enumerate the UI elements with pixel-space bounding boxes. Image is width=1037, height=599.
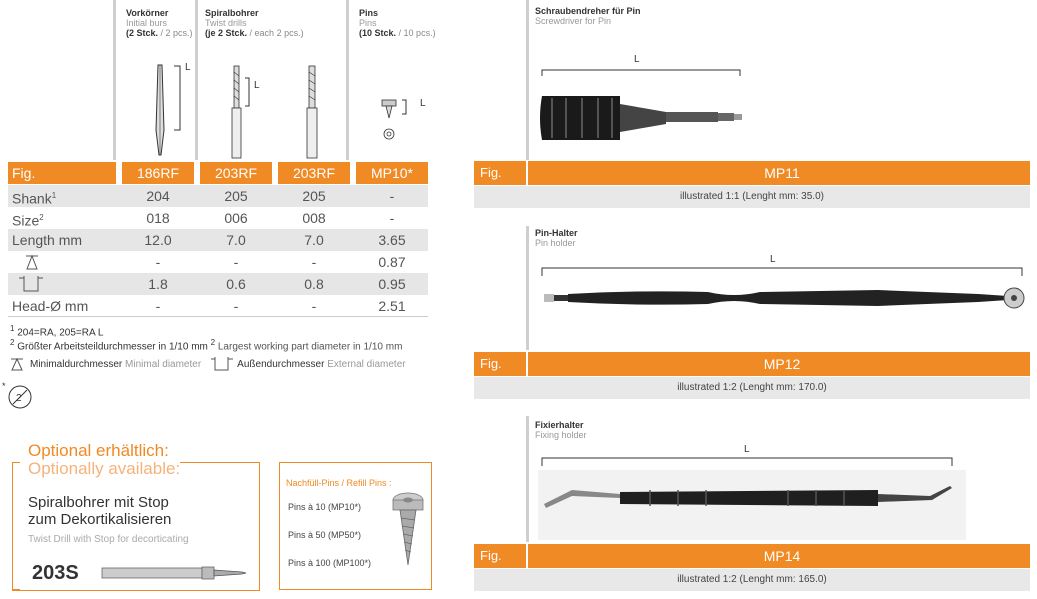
table-cell: - [389,210,395,226]
ext-diameter-icon [209,356,235,372]
dim-label: L [254,80,260,91]
mp14-header: Fixierhalter Fixing holder [535,420,587,440]
optional-product-name: Spiralbohrer mit Stop zum Dekortikalisieren [28,494,172,528]
col4-header [359,8,439,38]
product-code: MP14 [763,548,801,564]
optional-product-code: 203S [32,562,79,584]
table-cell: 0.8 [304,276,324,292]
mp12-header: Pin-Halter Pin holder [535,228,578,248]
fig-label: Fig. [480,356,502,371]
svg-text:L: L [770,254,776,265]
table-cell: 1.8 [148,276,168,292]
min-diameter-icon [8,356,26,372]
col1-header [126,8,196,38]
table-header-row [8,162,428,184]
table-cell: - [155,298,161,314]
col4-title-de: Pins [359,8,379,18]
drill-203rf-008-illustration [300,62,330,162]
screwdriver-mp11-illustration [538,52,748,152]
col4-title-en: Pins [359,18,377,28]
table-cell: - [233,254,239,270]
drill-203s-illustration [100,562,250,584]
mp14-bar [474,544,1030,568]
table-cell: 7.0 [304,232,324,248]
footnote-1: $^1$ 204=RA, 205=RA L [10,324,104,339]
table-cell: 205 [224,188,248,204]
separator [526,0,529,160]
mp11-header: Schraubendreher für Pin Screwdriver for Pin [535,6,641,26]
dim-label: L [420,98,426,109]
table-cell: 0.6 [226,276,246,292]
col1-pcs: (2 Stck. / 2 pcs.) [126,28,193,38]
refill-title: Nachfüll-Pins / Refill Pins : [286,478,392,488]
min-diameter-icon [8,251,116,273]
row-label: Size$^2$ [12,212,44,229]
col2-title-en: Twist drills [205,18,247,28]
table-row [8,207,428,229]
row-label: Length mm [12,232,83,248]
svg-text:2: 2 [16,393,22,404]
mp11-note: illustrated 1:1 (Lenght mm: 35.0) [474,186,1030,208]
table-cell: 0.87 [378,254,406,270]
drill-203rf-006-illustration [225,62,265,162]
pin-holder-mp12-illustration [538,250,1028,320]
mp12-note: illustrated 1:2 (Lenght mm: 170.0) [474,377,1030,399]
table-cell: 12.0 [144,232,172,248]
fixing-holder-mp14-illustration [538,440,968,540]
refill-item: Pins à 100 (MP100*) [288,558,372,568]
table-header-cell: 186RF [122,162,194,184]
table-row [8,251,428,273]
table-cell: - [155,254,161,270]
product-code: MP11 [764,165,800,181]
col2-header [205,8,345,38]
footnote-2: $^2$ Größter Arbeitsteildurchmesser in 1/10 mm $^2$ Largest working part diameter in 1/10 mm [10,338,403,353]
table-cell: - [311,254,317,270]
legend-diameters: Minimaldurchmesser Minimal diameter Außendurchmesser External diameter [8,356,406,372]
table-cell: 205 [302,188,326,204]
table-cell: - [311,298,317,314]
table-cell: 018 [146,210,170,226]
table-cell: 7.0 [226,232,246,248]
optional-product-en: Twist Drill with Stop for decorticating [28,534,189,545]
col1-title-en: Initial burs [126,18,168,28]
table-cell: - [233,298,239,314]
table-row [8,295,428,317]
refill-item: Pins à 10 (MP10*) [288,502,362,512]
table-cell: 2.51 [378,298,406,314]
bur-186rf-illustration [140,60,190,160]
dim-label: L [185,62,191,73]
ext-diameter-icon [8,273,116,295]
table-cell: - [389,188,395,204]
table-cell: 0.95 [378,276,406,292]
row-label: Head-Ø mm [12,298,89,314]
fig-label: Fig. [480,165,502,180]
table-header-cell: MP10* [356,162,428,184]
refill-pin-illustration [388,490,428,570]
table-row [8,273,428,295]
product-code: MP12 [763,356,801,372]
table-cell: 204 [146,188,170,204]
row-label: Shank$^1$ [12,190,57,207]
fig-label: Fig. [480,548,502,563]
refill-item: Pins à 50 (MP50*) [288,530,362,540]
svg-text:L: L [634,54,640,65]
separator [526,416,529,542]
single-use-icon [2,380,36,412]
optional-title: Optional erhältlich: Optionally available: [28,441,181,478]
svg-text:L: L [744,444,750,455]
table-header-cell: 203RF [278,162,350,184]
table-row [8,185,428,207]
table-cell: 3.65 [378,232,406,248]
table-header-cell: 203RF [200,162,272,184]
col4-pcs: (10 Stck. / 10 pcs.) [359,28,436,38]
col2-title-de: Spiralbohrer [205,8,259,18]
separator [346,0,349,160]
table-header-label: Fig. [12,165,36,181]
table-cell: 008 [302,210,326,226]
separator [526,226,529,350]
mp11-bar [474,161,1030,185]
mp14-note: illustrated 1:2 (Lenght mm: 165.0) [474,569,1030,591]
col2-pcs: (je 2 Stck. / each 2 pcs.) [205,28,304,38]
mp12-bar [474,352,1030,376]
svg-text:*: * [2,381,6,391]
table-row [8,229,428,251]
col1-title-de: Vorkörner [126,8,169,18]
separator [113,0,116,160]
table-cell: 006 [224,210,248,226]
